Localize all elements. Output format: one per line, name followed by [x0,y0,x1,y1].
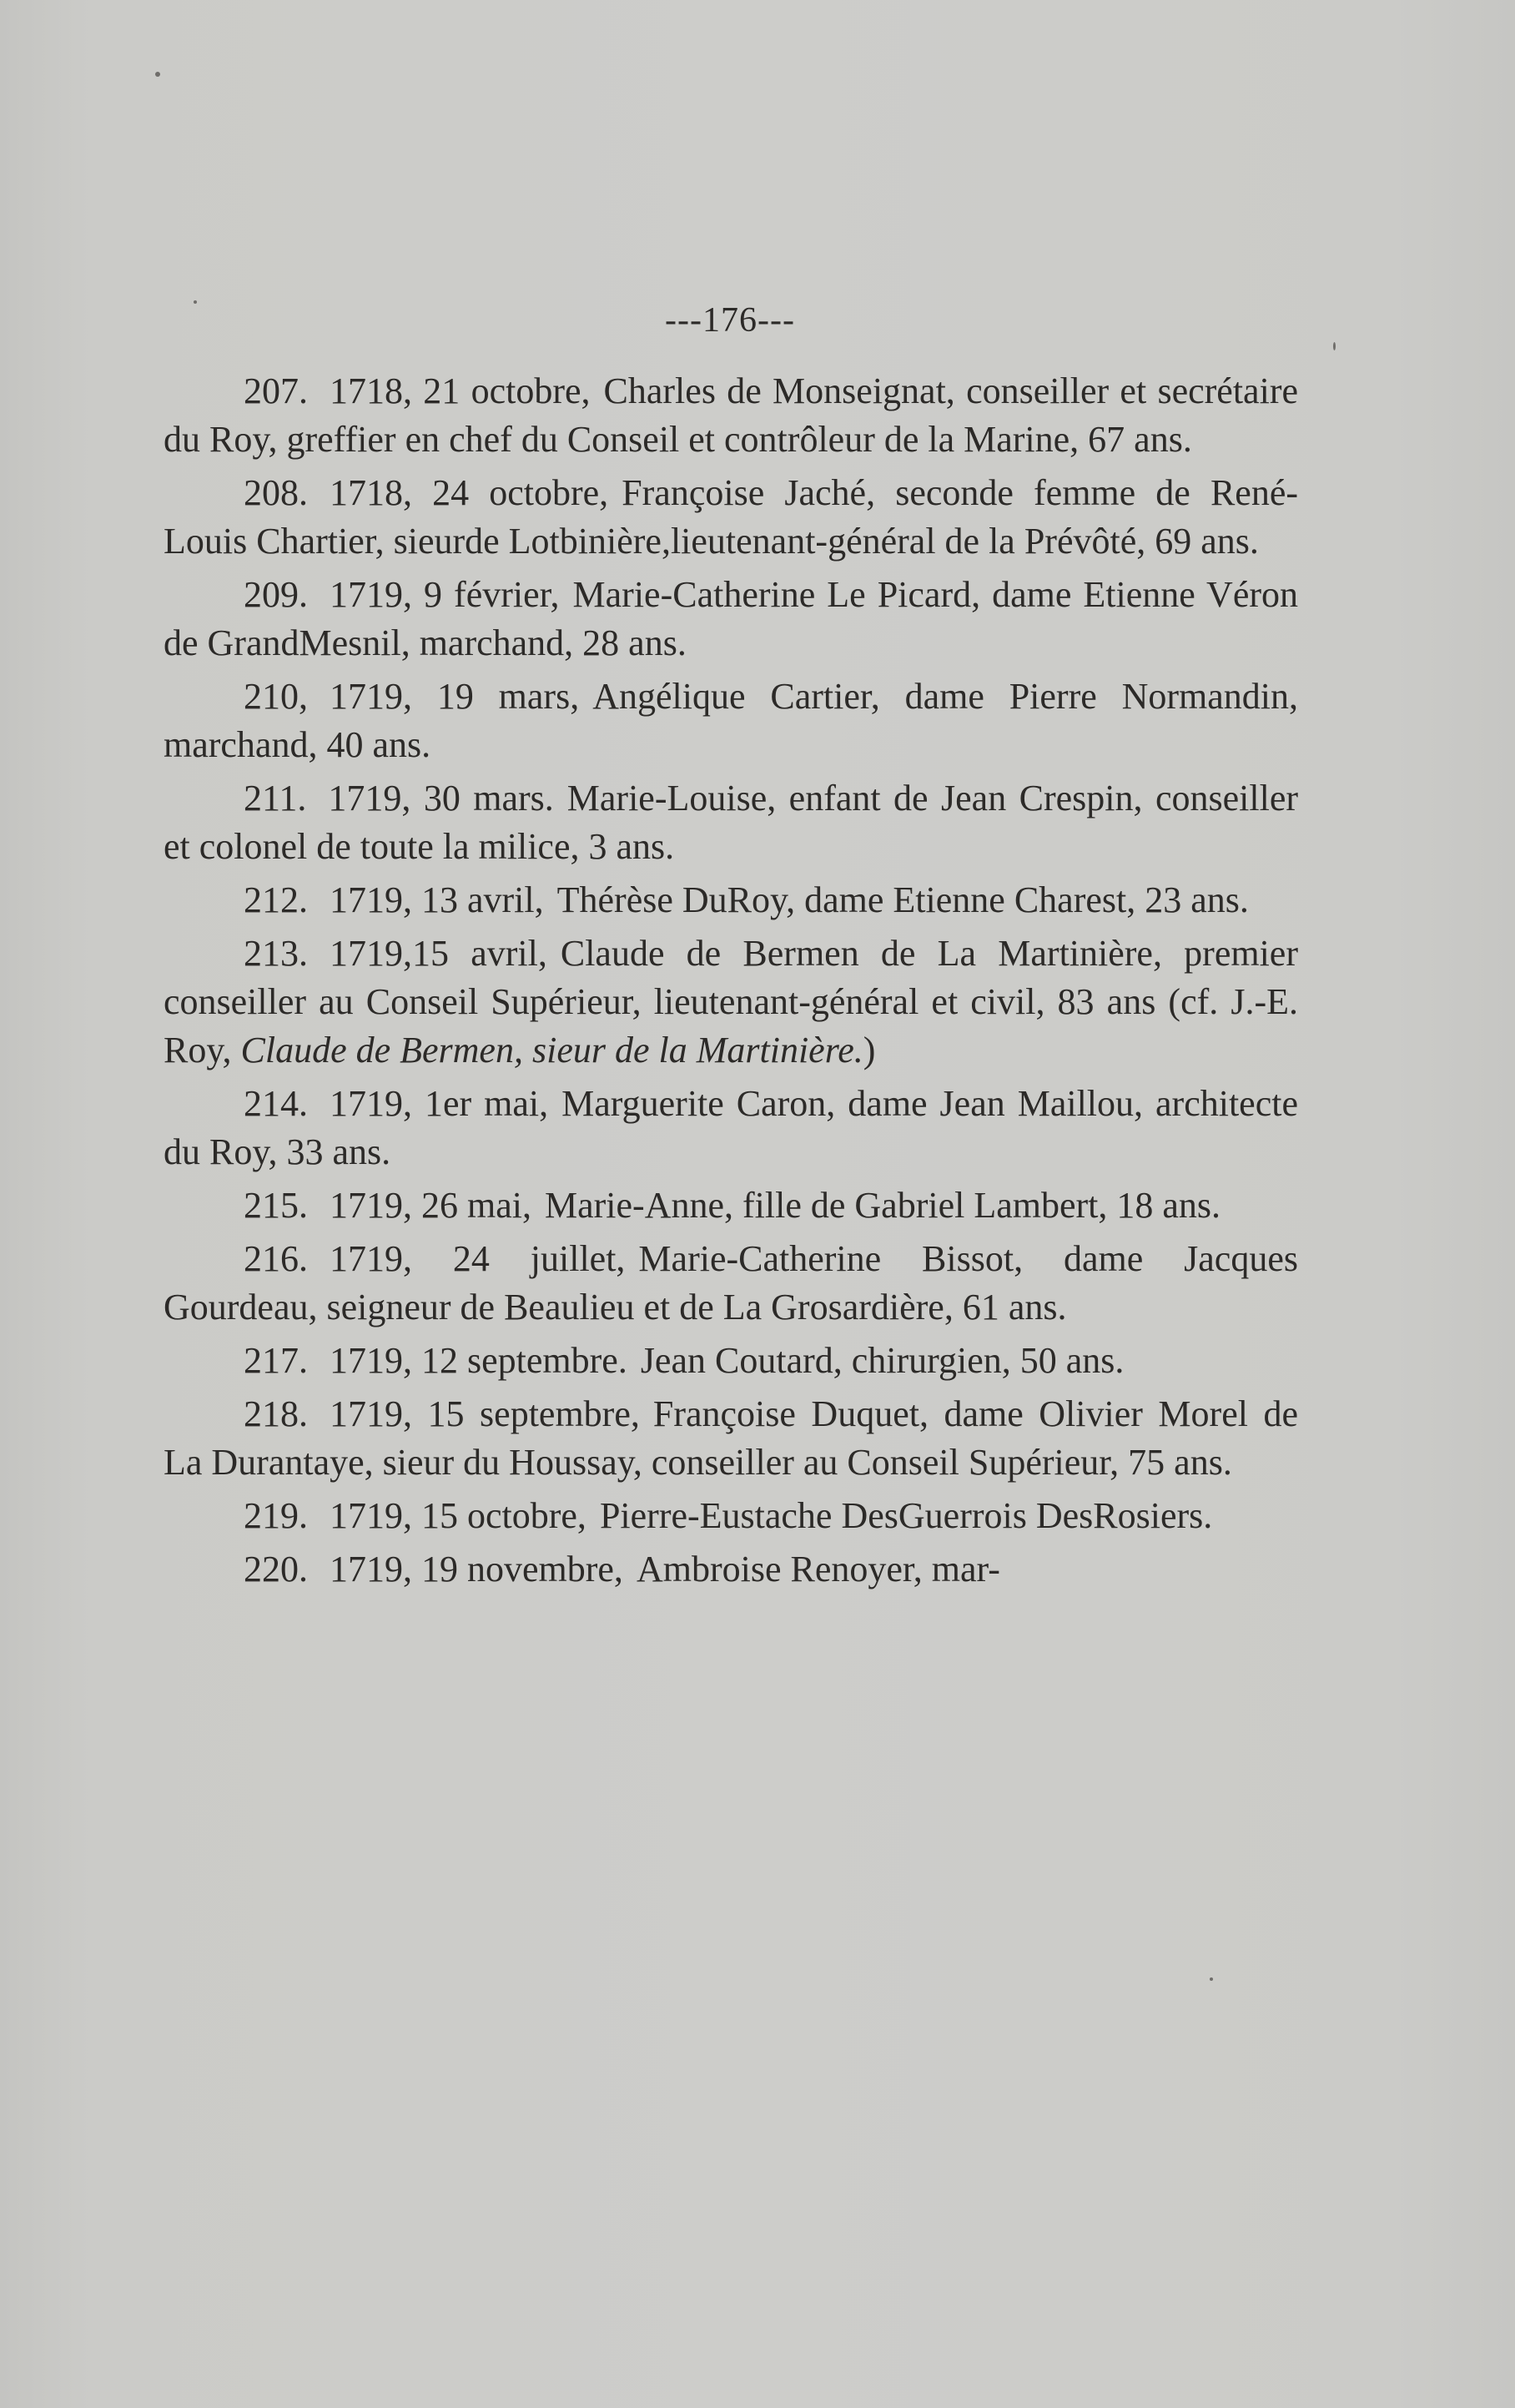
page-number: ---176--- [665,301,795,340]
reference-close: ) [863,1030,876,1071]
entry-text: Pierre-Eustache DesGuerrois DesRosiers. [599,1495,1213,1536]
entry-number: 215. [244,1185,308,1226]
entry-number: 208. [244,472,308,513]
entry-text: Angélique Cartier, dame Pierre Normandin, marchand, 40 ans. [164,676,1299,765]
entry-date: 1719, 13 avril, [330,879,544,920]
entry-date: 1719, 19 novembre, [330,1549,623,1589]
entry-date: 1719,15 avril, [330,933,547,974]
entry-text: Françoise Duquet, dame Olivier Morel de La Durantaye, sieur du Houssay, conseiller au Conseil Supérieur, 75 ans. [164,1393,1299,1483]
entry-211 [164,774,1298,871]
entry-date: 1719, 24 juillet, [330,1238,626,1279]
reference-title: Claude de Bermen, sieur de la Martinière. [240,1030,863,1071]
entry-number: 209. [244,574,308,615]
entry-text: Claude de Bermen de La Martinière, premier conseiller au Conseil Supérieur, lieutenant-général et civil, 83 ans (cf. J.-E. Roy, [164,933,1298,1071]
entry-210 [164,673,1298,769]
entry-number: 217. [244,1340,308,1381]
entry-text: Marie-Louise, enfant de Jean Crespin, conseiller et colonel de toute la milice, 3 ans. [164,778,1298,867]
entry-text: Jean Coutard, chirurgien, 50 ans. [640,1340,1125,1381]
entry-date: 1719, 15 octobre, [330,1495,586,1536]
entry-text: Marie-Catherine Bissot, dame Jacques Gourdeau, seigneur de Beaulieu et de La Grosardière, 61 ans. [164,1238,1298,1327]
paper-speck [1210,1977,1213,1981]
entry-number: 210, [244,676,308,717]
entry-208 [164,469,1298,566]
entry-215 [164,1181,1298,1230]
entry-text: Marie-Anne, fille de Gabriel Lambert, 18 ans. [544,1185,1221,1226]
entry-212 [164,876,1298,924]
entry-text: Marie-Catherine Le Picard, dame Etienne Véron de GrandMesnil, marchand, 28 ans. [164,574,1298,663]
entry-date: 1719, 1er mai, [330,1083,549,1124]
entry-text: Marguerite Caron, dame Jean Maillou, architecte du Roy, 33 ans. [164,1083,1298,1172]
entry-date: 1719, 15 septembre, [330,1393,640,1434]
obituary-list [164,367,1298,1599]
entry-209 [164,571,1298,667]
entry-date: 1718, 24 octobre, [330,472,609,513]
entry-number: 211. [244,778,307,819]
entry-number: 212. [244,879,308,920]
entry-number: 207. [244,370,308,411]
entry-text: Françoise Jaché, seconde femme de René-Louis Chartier, sieurde Lotbinière,lieutenant-général de la Prévôté, 69 ans. [164,472,1299,562]
entry-218 [164,1390,1298,1487]
entry-217 [164,1337,1298,1385]
entry-number: 216. [244,1238,308,1279]
entry-207 [164,367,1298,464]
entry-number: 218. [244,1393,308,1434]
paper-speck [155,72,160,77]
entry-text: Thérèse DuRoy, dame Etienne Charest, 23 ans. [556,879,1249,920]
entry-number: 213. [244,933,308,974]
entry-number: 219. [244,1495,308,1536]
entry-213 [164,929,1298,1075]
entry-date: 1719, 19 mars, [330,676,580,717]
paper-speck [1333,342,1336,350]
entry-date: 1719, 26 mai, [330,1185,531,1226]
entry-date: 1719, 30 mars. [328,778,554,819]
entry-text: Charles de Monseignat, conseiller et secrétaire du Roy, greffier en chef du Conseil et contrôleur de la Marine, 67 ans. [164,370,1298,460]
entry-number: 214. [244,1083,308,1124]
entry-date: 1719, 9 février, [330,574,560,615]
entry-220 [164,1545,1298,1594]
entry-219 [164,1492,1298,1540]
entry-214 [164,1080,1298,1176]
entry-date: 1719, 12 septembre. [330,1340,627,1381]
entry-text: Ambroise Renoyer, mar- [636,1549,1000,1589]
entry-216 [164,1235,1298,1332]
entry-date: 1718, 21 octobre, [330,370,591,411]
entry-number: 220. [244,1549,308,1589]
